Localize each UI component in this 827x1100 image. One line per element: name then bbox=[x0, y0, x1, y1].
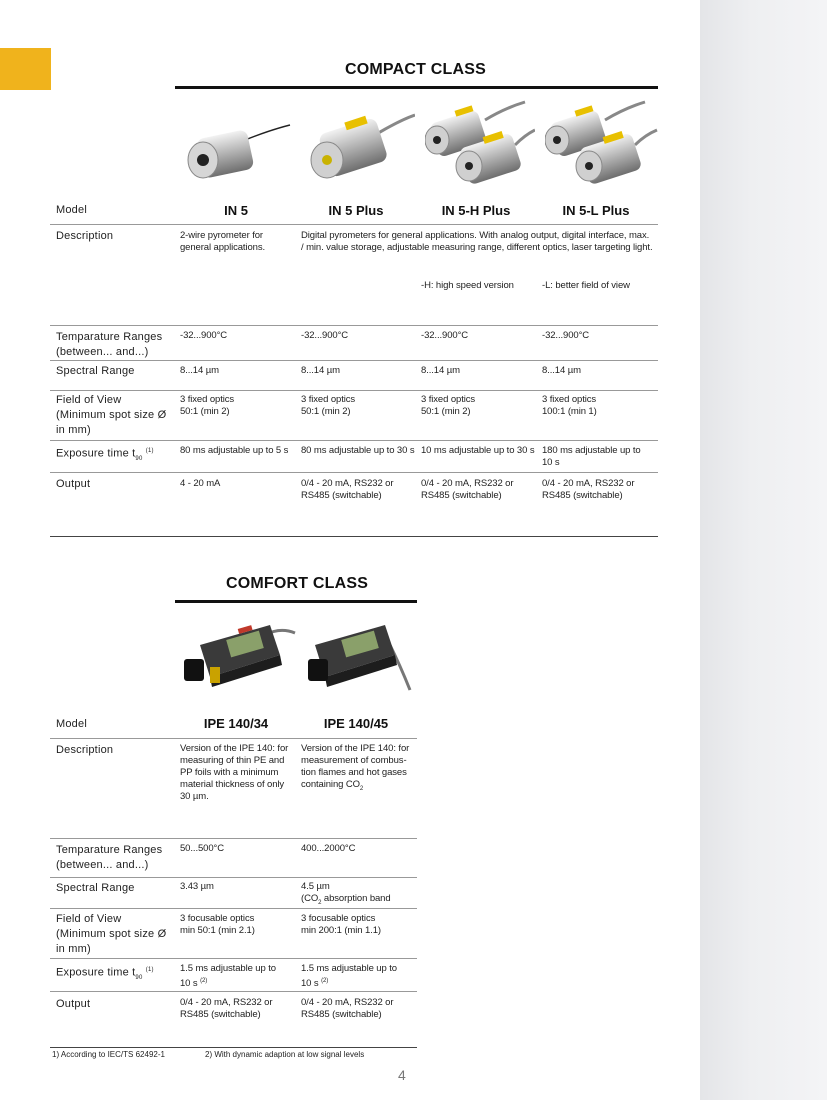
in5-product-photo bbox=[185, 120, 295, 185]
ipe-140-34-product-photo bbox=[180, 615, 300, 695]
ipe-140-34-fov: 3 focusable optics min 50:1 (min 2.1) bbox=[180, 913, 255, 936]
model-in5-plus: IN 5 Plus bbox=[328, 203, 384, 218]
ipe-140-45-product-photo bbox=[300, 615, 420, 695]
in5-plus-exposure: 80 ms adjustable up to 30 s bbox=[301, 445, 415, 456]
compact-temp-label: Temparature Ranges (between... and...) bbox=[56, 331, 163, 358]
h-plus-note: -H: high speed version bbox=[421, 280, 514, 291]
ipe-140-34-description: Version of the IPE 140: for measuring of thin PE and PP foils with a minimum material thickness of only 30 µm. bbox=[180, 743, 289, 802]
in5-exposure: 80 ms adjustable up to 5 s bbox=[180, 445, 289, 456]
in5-l-plus-fov: 3 fixed optics 100:1 (min 1) bbox=[542, 394, 597, 417]
ipe-140-45-description: Version of the IPE 140: for measurement of combus-tion flames and hot gases containing $CO_2$ bbox=[301, 743, 410, 792]
ipe-140-45-fov: 3 focusable optics min 200:1 (min 1.1) bbox=[301, 913, 381, 936]
in5-l-plus-temp: -32...900°C bbox=[542, 330, 590, 341]
comfort-model-label: Model bbox=[56, 718, 87, 730]
compact-section-end-rule bbox=[50, 536, 658, 537]
compact-model-label: Model bbox=[56, 204, 87, 216]
row-divider bbox=[50, 390, 658, 391]
compact-fov-label: Field of View (Minimum spot size Ø in mm) bbox=[56, 394, 167, 436]
comfort-description-label: Description bbox=[56, 744, 114, 756]
in5-fov: 3 fixed optics 50:1 (min 2) bbox=[180, 394, 235, 417]
model-ipe-140-34: IPE 140/34 bbox=[203, 716, 269, 731]
in5-plus-temp: -32...900°C bbox=[301, 330, 349, 341]
side-strip bbox=[700, 0, 827, 1100]
compact-exposure-label: Exposure time $t_{90}$ $^{(1)}$ bbox=[56, 447, 154, 462]
compact-class-title: COMPACT CLASS bbox=[345, 61, 486, 78]
plus-description: Digital pyrometers for general applications. With analog output, digital interface, max. / min. value storage, adjustable measuring range, different optics, laser targeting light. bbox=[301, 230, 653, 253]
ipe-140-45-exposure: 1.5 ms adjustable up to 10 s $^{(2)}$ bbox=[301, 963, 397, 990]
in5-h-plus-fov: 3 fixed optics 50:1 (min 2) bbox=[421, 394, 476, 417]
in5-l-plus-exposure: 180 ms adjustable up to 10 s bbox=[542, 445, 641, 468]
ipe-140-34-exposure: 1.5 ms adjustable up to 10 s $^{(2)}$ bbox=[180, 963, 276, 990]
in5-h-plus-spectral: 8...14 µm bbox=[421, 365, 460, 376]
row-divider bbox=[50, 838, 417, 839]
row-divider bbox=[50, 738, 417, 739]
in5-l-plus-product-photo bbox=[545, 100, 660, 185]
row-divider bbox=[50, 360, 658, 361]
comfort-class-title: COMFORT CLASS bbox=[226, 575, 369, 592]
row-divider bbox=[50, 958, 417, 959]
in5-l-plus-output: 0/4 - 20 mA, RS232 or RS485 (switchable) bbox=[542, 478, 635, 501]
model-ipe-140-45: IPE 140/45 bbox=[323, 716, 389, 731]
footnote-2: 2) With dynamic adaption at low signal levels bbox=[205, 1050, 365, 1059]
row-divider bbox=[50, 325, 658, 326]
comfort-exposure-label: Exposure time $t_{90}$ $^{(1)}$ bbox=[56, 966, 154, 981]
section-tab-marker bbox=[0, 48, 51, 90]
in5-plus-fov: 3 fixed optics 50:1 (min 2) bbox=[301, 394, 356, 417]
ipe-140-45-temp: 400...2000°C bbox=[301, 843, 356, 854]
row-divider bbox=[50, 440, 658, 441]
row-divider bbox=[50, 991, 417, 992]
compact-description-label: Description bbox=[56, 230, 114, 242]
comfort-spectral-label: Spectral Range bbox=[56, 882, 135, 894]
in5-h-plus-product-photo bbox=[425, 100, 535, 185]
in5-l-plus-spectral: 8...14 µm bbox=[542, 365, 581, 376]
footnote-1: 1) According to IEC/TS 62492-1 bbox=[52, 1050, 165, 1059]
ipe-140-45-spectral: 4.5 µm ($CO_2$ absorption band bbox=[301, 881, 391, 906]
row-divider bbox=[50, 877, 417, 878]
compact-title-rule bbox=[175, 86, 658, 89]
row-divider bbox=[50, 908, 417, 909]
in5-h-plus-output: 0/4 - 20 mA, RS232 or RS485 (switchable) bbox=[421, 478, 514, 501]
in5-plus-output: 0/4 - 20 mA, RS232 or RS485 (switchable) bbox=[301, 478, 394, 501]
in5-spectral: 8...14 µm bbox=[180, 365, 219, 376]
page-number: 4 bbox=[398, 1067, 406, 1083]
comfort-title-rule bbox=[175, 600, 417, 603]
model-in5: IN 5 bbox=[224, 203, 248, 218]
in5-plus-product-photo bbox=[305, 105, 415, 185]
compact-spectral-label: Spectral Range bbox=[56, 365, 135, 377]
in5-h-plus-exposure: 10 ms adjustable up to 30 s bbox=[421, 445, 535, 456]
compact-output-label: Output bbox=[56, 478, 91, 490]
ipe-140-45-output: 0/4 - 20 mA, RS232 or RS485 (switchable) bbox=[301, 997, 394, 1020]
comfort-temp-label: Temparature Ranges (between... and...) bbox=[56, 844, 163, 871]
footnote-rule bbox=[50, 1047, 417, 1048]
l-plus-note: -L: better field of view bbox=[542, 280, 630, 291]
in5-plus-spectral: 8...14 µm bbox=[301, 365, 340, 376]
comfort-output-label: Output bbox=[56, 998, 91, 1010]
model-in5-l-plus: IN 5-L Plus bbox=[562, 203, 630, 218]
row-divider bbox=[50, 224, 658, 225]
model-in5-h-plus: IN 5-H Plus bbox=[441, 203, 511, 218]
row-divider bbox=[50, 472, 658, 473]
ipe-140-34-output: 0/4 - 20 mA, RS232 or RS485 (switchable) bbox=[180, 997, 273, 1020]
ipe-140-34-temp: 50...500°C bbox=[180, 843, 224, 854]
in5-h-plus-temp: -32...900°C bbox=[421, 330, 469, 341]
ipe-140-34-spectral: 3.43 µm bbox=[180, 881, 214, 892]
in5-temp: -32...900°C bbox=[180, 330, 228, 341]
in5-description: 2-wire pyrometer for general applications. bbox=[180, 230, 266, 253]
in5-output: 4 - 20 mA bbox=[180, 478, 221, 489]
comfort-fov-label: Field of View (Minimum spot size Ø in mm) bbox=[56, 913, 167, 955]
